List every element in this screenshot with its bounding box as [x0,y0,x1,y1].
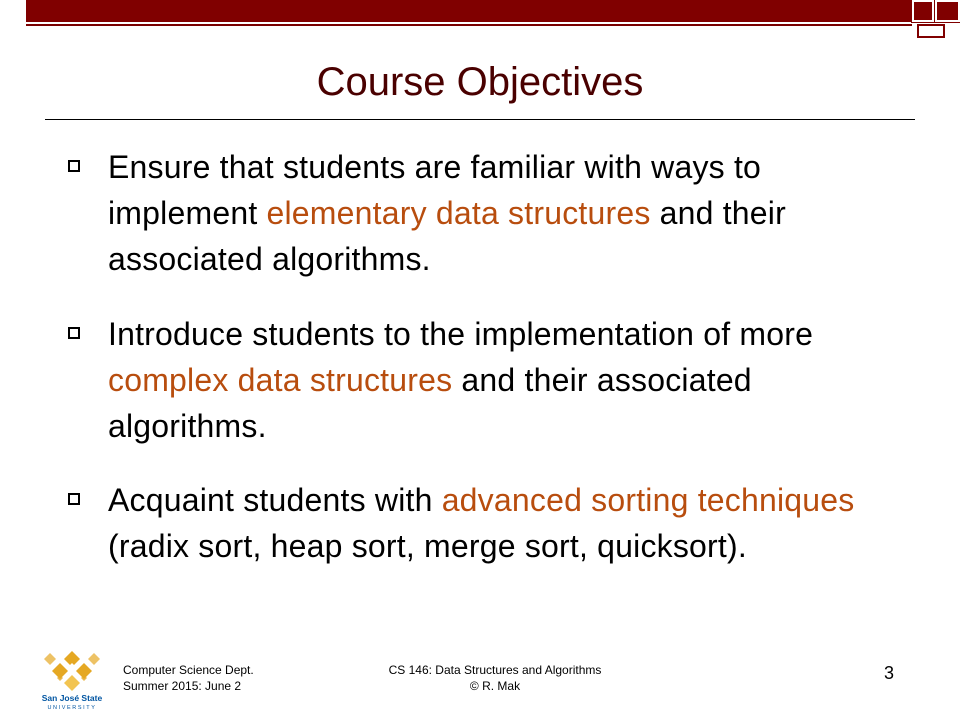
highlight-text: elementary data structures [266,195,651,231]
bullet-text-part: (radix sort, heap sort, merge sort, quicksort). [108,528,747,564]
hollow-square-icon [68,327,80,339]
corner-square-decoration [917,24,945,38]
highlight-text: advanced sorting techniques [441,482,855,518]
page-number: 3 [884,663,895,683]
logo-university: UNIVERSITY [47,705,97,711]
corner-square-decoration [912,0,934,22]
bullet-text-part: Acquaint students with [108,482,442,518]
logo-emblem [44,651,100,691]
top-accent-bar [26,0,912,22]
bullet-text-part: and their associated algorithms. [108,195,786,277]
footer-author: © R. Mak [469,679,521,693]
footer-dept [123,662,254,694]
hollow-square-icon [68,493,80,505]
corner-square-decoration [935,0,960,22]
highlight-text: complex data structures [108,362,453,398]
logo-name: San José State [41,693,103,703]
top-accent-line [26,24,912,26]
bullet-text [108,311,908,449]
bullet-text-part: Ensure that students are familiar with ways to implement [108,149,762,231]
hollow-square-icon [68,160,80,172]
bullet-text-part: and their associated algorithms. [108,362,752,444]
bullet-text-part: Introduce students to the implementation of more [108,316,814,352]
slide-title: Course Objectives [316,60,644,104]
bullet-text [108,144,908,282]
title-divider [45,119,915,120]
footer-dept-name: Computer Science Dept. [123,663,254,677]
bullet-text [108,477,908,569]
footer-course-name: CS 146: Data Structures and Algorithms [388,663,602,677]
footer-date: Summer 2015: June 2 [123,679,242,693]
footer-course [350,662,640,694]
sjsu-logo [40,649,104,711]
